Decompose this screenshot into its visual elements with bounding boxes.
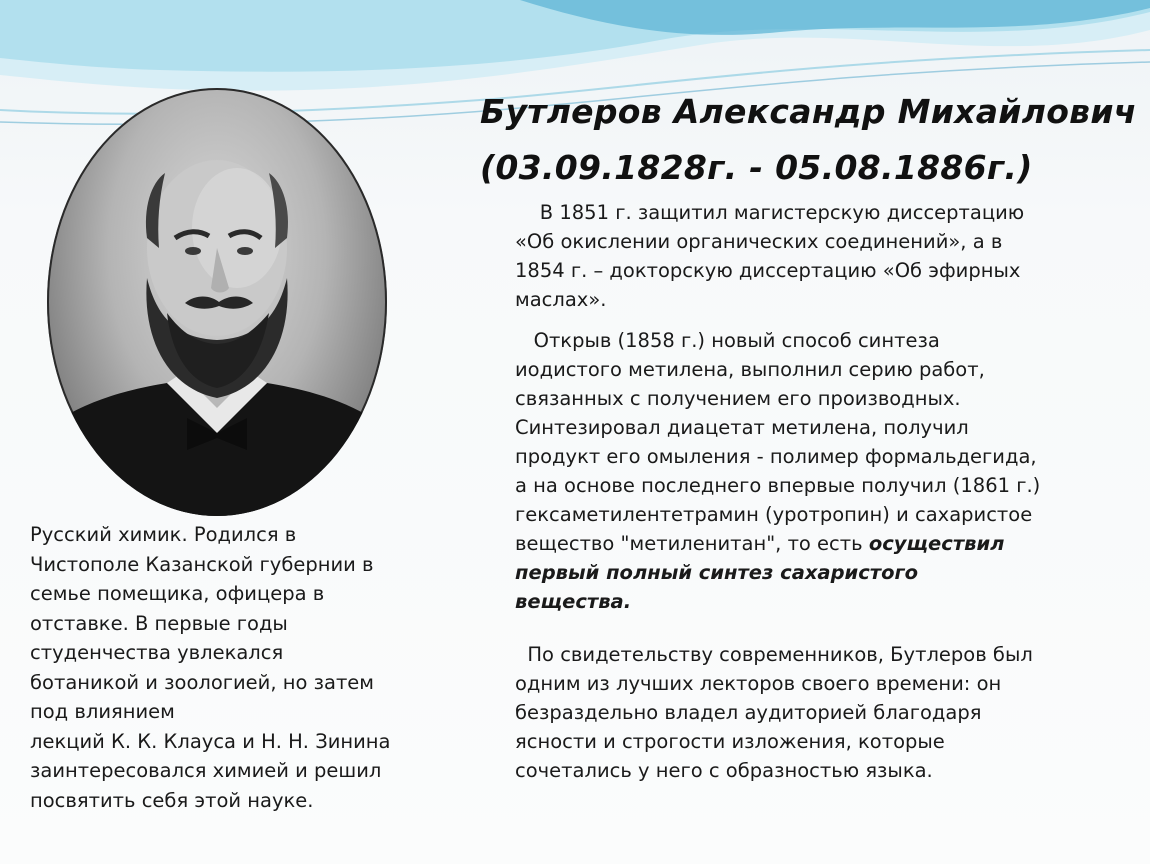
- text-line: «Об окислении органических соединений», а в: [515, 230, 1003, 253]
- text-line: одним из лучших лекторов своего времени: он: [515, 672, 1002, 695]
- bio-line: Чистополе Казанской губернии в: [30, 552, 374, 576]
- bio-paragraph: [30, 520, 430, 815]
- text-line: В 1851 г. защитил магистерскую диссертацию: [515, 201, 1025, 224]
- bio-line: студенчества увлекался: [30, 641, 284, 664]
- portrait-illustration: [47, 88, 387, 516]
- text-emphasis-line: первый полный синтез сахаристого: [515, 561, 919, 584]
- paragraph-lecturer: [515, 640, 1120, 785]
- bio-line: ботаникой и зоологией, но затем: [30, 670, 375, 694]
- text-line: продукт его омыления - полимер формальдегида,: [515, 445, 1037, 468]
- title-dates: (03.09.1828г. - 05.08.1886г.): [480, 148, 1033, 187]
- bio-line: лекций К. К. Клауса и Н. Н. Зинина: [30, 729, 391, 753]
- text-emphasis: осуществил: [868, 532, 1005, 555]
- text-line: сочетались у него с образностью языка.: [515, 759, 933, 782]
- bio-line: Русский химик. Родился в: [30, 523, 297, 546]
- paragraph-dissertations: [515, 198, 1120, 314]
- text-line: Синтезировал диацетат метилена, получил: [515, 416, 969, 439]
- bio-line: под влиянием: [30, 700, 175, 723]
- text-line: По свидетельству современников, Бутлеров был: [515, 643, 1033, 666]
- text-plain: вещество "метиленитан", то есть: [515, 532, 869, 555]
- text-line: гексаметилентетрамин (уротропин) и сахаристое: [515, 503, 1033, 526]
- bio-line: отставке. В первые годы: [30, 611, 288, 635]
- text-line: иодистого метилена, выполнил серию работ,: [515, 358, 985, 381]
- text-line: Открыв (1858 г.) новый способ синтеза: [515, 329, 940, 352]
- text-line: [515, 529, 1120, 558]
- text-emphasis-line: вещества.: [515, 590, 632, 613]
- text-line: безраздельно владел аудиторией благодаря: [515, 701, 982, 724]
- text-line: ясности и строгости изложения, которые: [515, 730, 945, 753]
- text-line: а на основе последнего впервые получил (1861 г.): [515, 474, 1041, 497]
- bio-line: заинтересовался химией и решил: [30, 759, 382, 782]
- text-line: маслах».: [515, 288, 607, 311]
- portrait-photo: [47, 88, 387, 516]
- title-name: Бутлеров Александр Михайлович: [480, 92, 1137, 131]
- paragraph-synthesis: [515, 326, 1120, 616]
- bio-line: посвятить себя этой науке.: [30, 788, 314, 812]
- text-line: связанных с получением его производных.: [515, 387, 961, 410]
- text-line: 1854 г. – докторскую диссертацию «Об эфирных: [515, 259, 1021, 282]
- bio-line: семье помещика, офицера в: [30, 582, 325, 605]
